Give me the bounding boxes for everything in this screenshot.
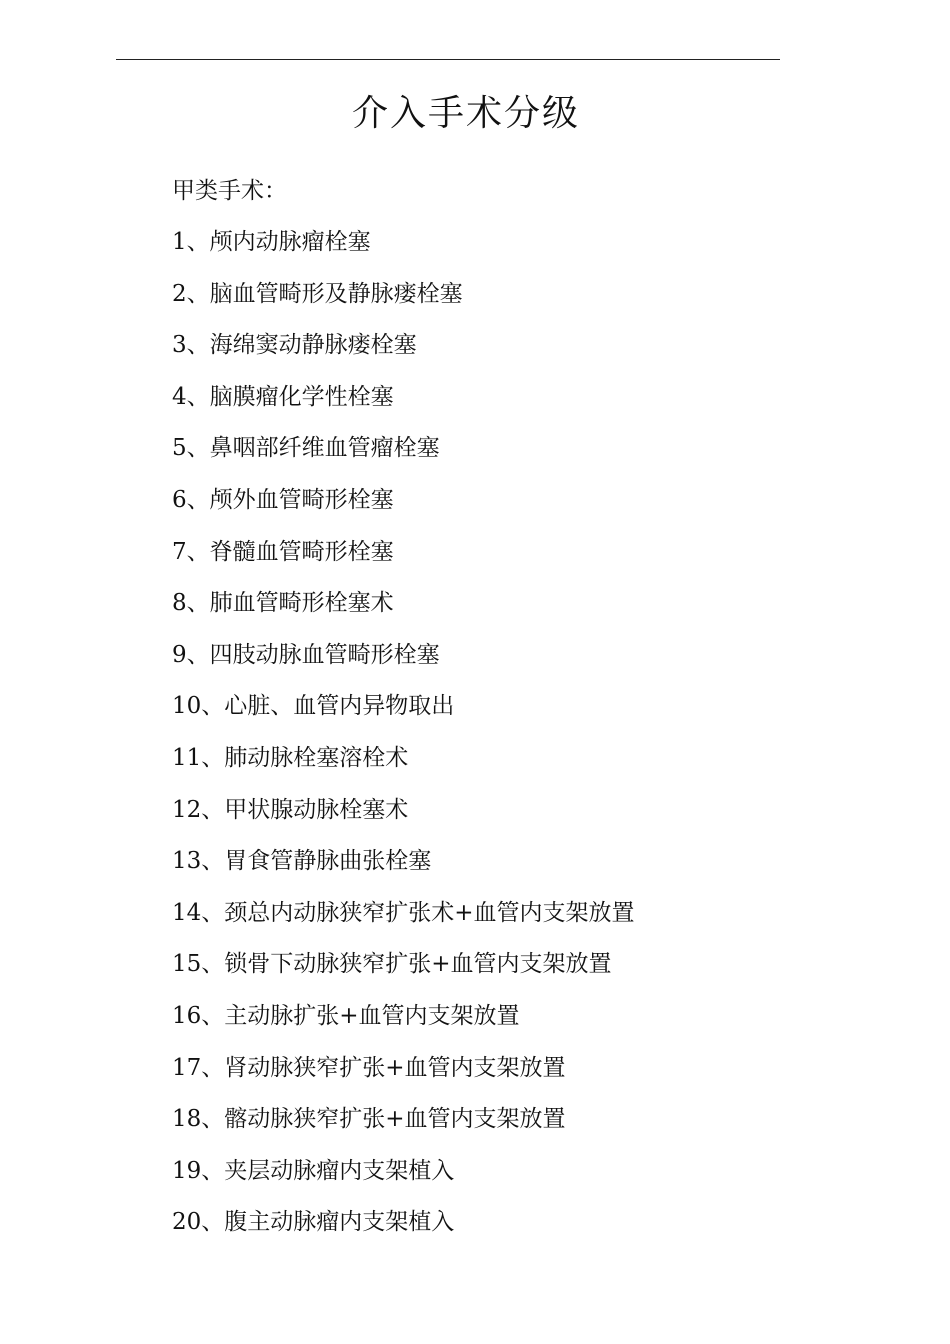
list-item: 5、鼻咽部纤维血管瘤栓塞 — [172, 435, 440, 462]
section-heading: 甲类手术： — [172, 178, 287, 204]
list-item: 3、海绵窦动静脉瘘栓塞 — [172, 332, 417, 359]
list-item: 16、主动脉扩张+血管内支架放置 — [172, 1002, 520, 1029]
list-item: 18、髂动脉狭窄扩张+血管内支架放置 — [172, 1106, 566, 1133]
list-item: 11、肺动脉栓塞溶栓术 — [172, 744, 409, 771]
list-item: 20、腹主动脉瘤内支架植入 — [172, 1209, 455, 1236]
header-rule — [116, 59, 780, 60]
page-title: 介入手术分级 — [351, 93, 580, 134]
list-item: 1、颅内动脉瘤栓塞 — [172, 229, 371, 255]
list-item: 13、胃食管静脉曲张栓塞 — [172, 848, 432, 875]
procedure-list — [172, 224, 635, 1256]
list-item: 9、四肢动脉血管畸形栓塞 — [172, 641, 440, 668]
list-item: 17、肾动脉狭窄扩张+血管内支架放置 — [172, 1054, 566, 1081]
list-item: 19、夹层动脉瘤内支架植入 — [172, 1157, 455, 1184]
list-item: 12、甲状腺动脉栓塞术 — [172, 796, 409, 823]
list-item: 8、肺血管畸形栓塞术 — [172, 590, 394, 617]
list-item: 2、脑血管畸形及静脉瘘栓塞 — [172, 280, 463, 307]
list-item: 4、脑膜瘤化学性栓塞 — [172, 383, 394, 410]
list-item: 6、颅外血管畸形栓塞 — [172, 486, 394, 513]
list-item: 14、颈总内动脉狭窄扩张术+血管内支架放置 — [172, 899, 635, 926]
list-item: 7、脊髓血管畸形栓塞 — [172, 538, 394, 565]
list-item: 10、心脏、血管内异物取出 — [172, 693, 455, 720]
list-item: 15、锁骨下动脉狭窄扩张+血管内支架放置 — [172, 951, 612, 978]
